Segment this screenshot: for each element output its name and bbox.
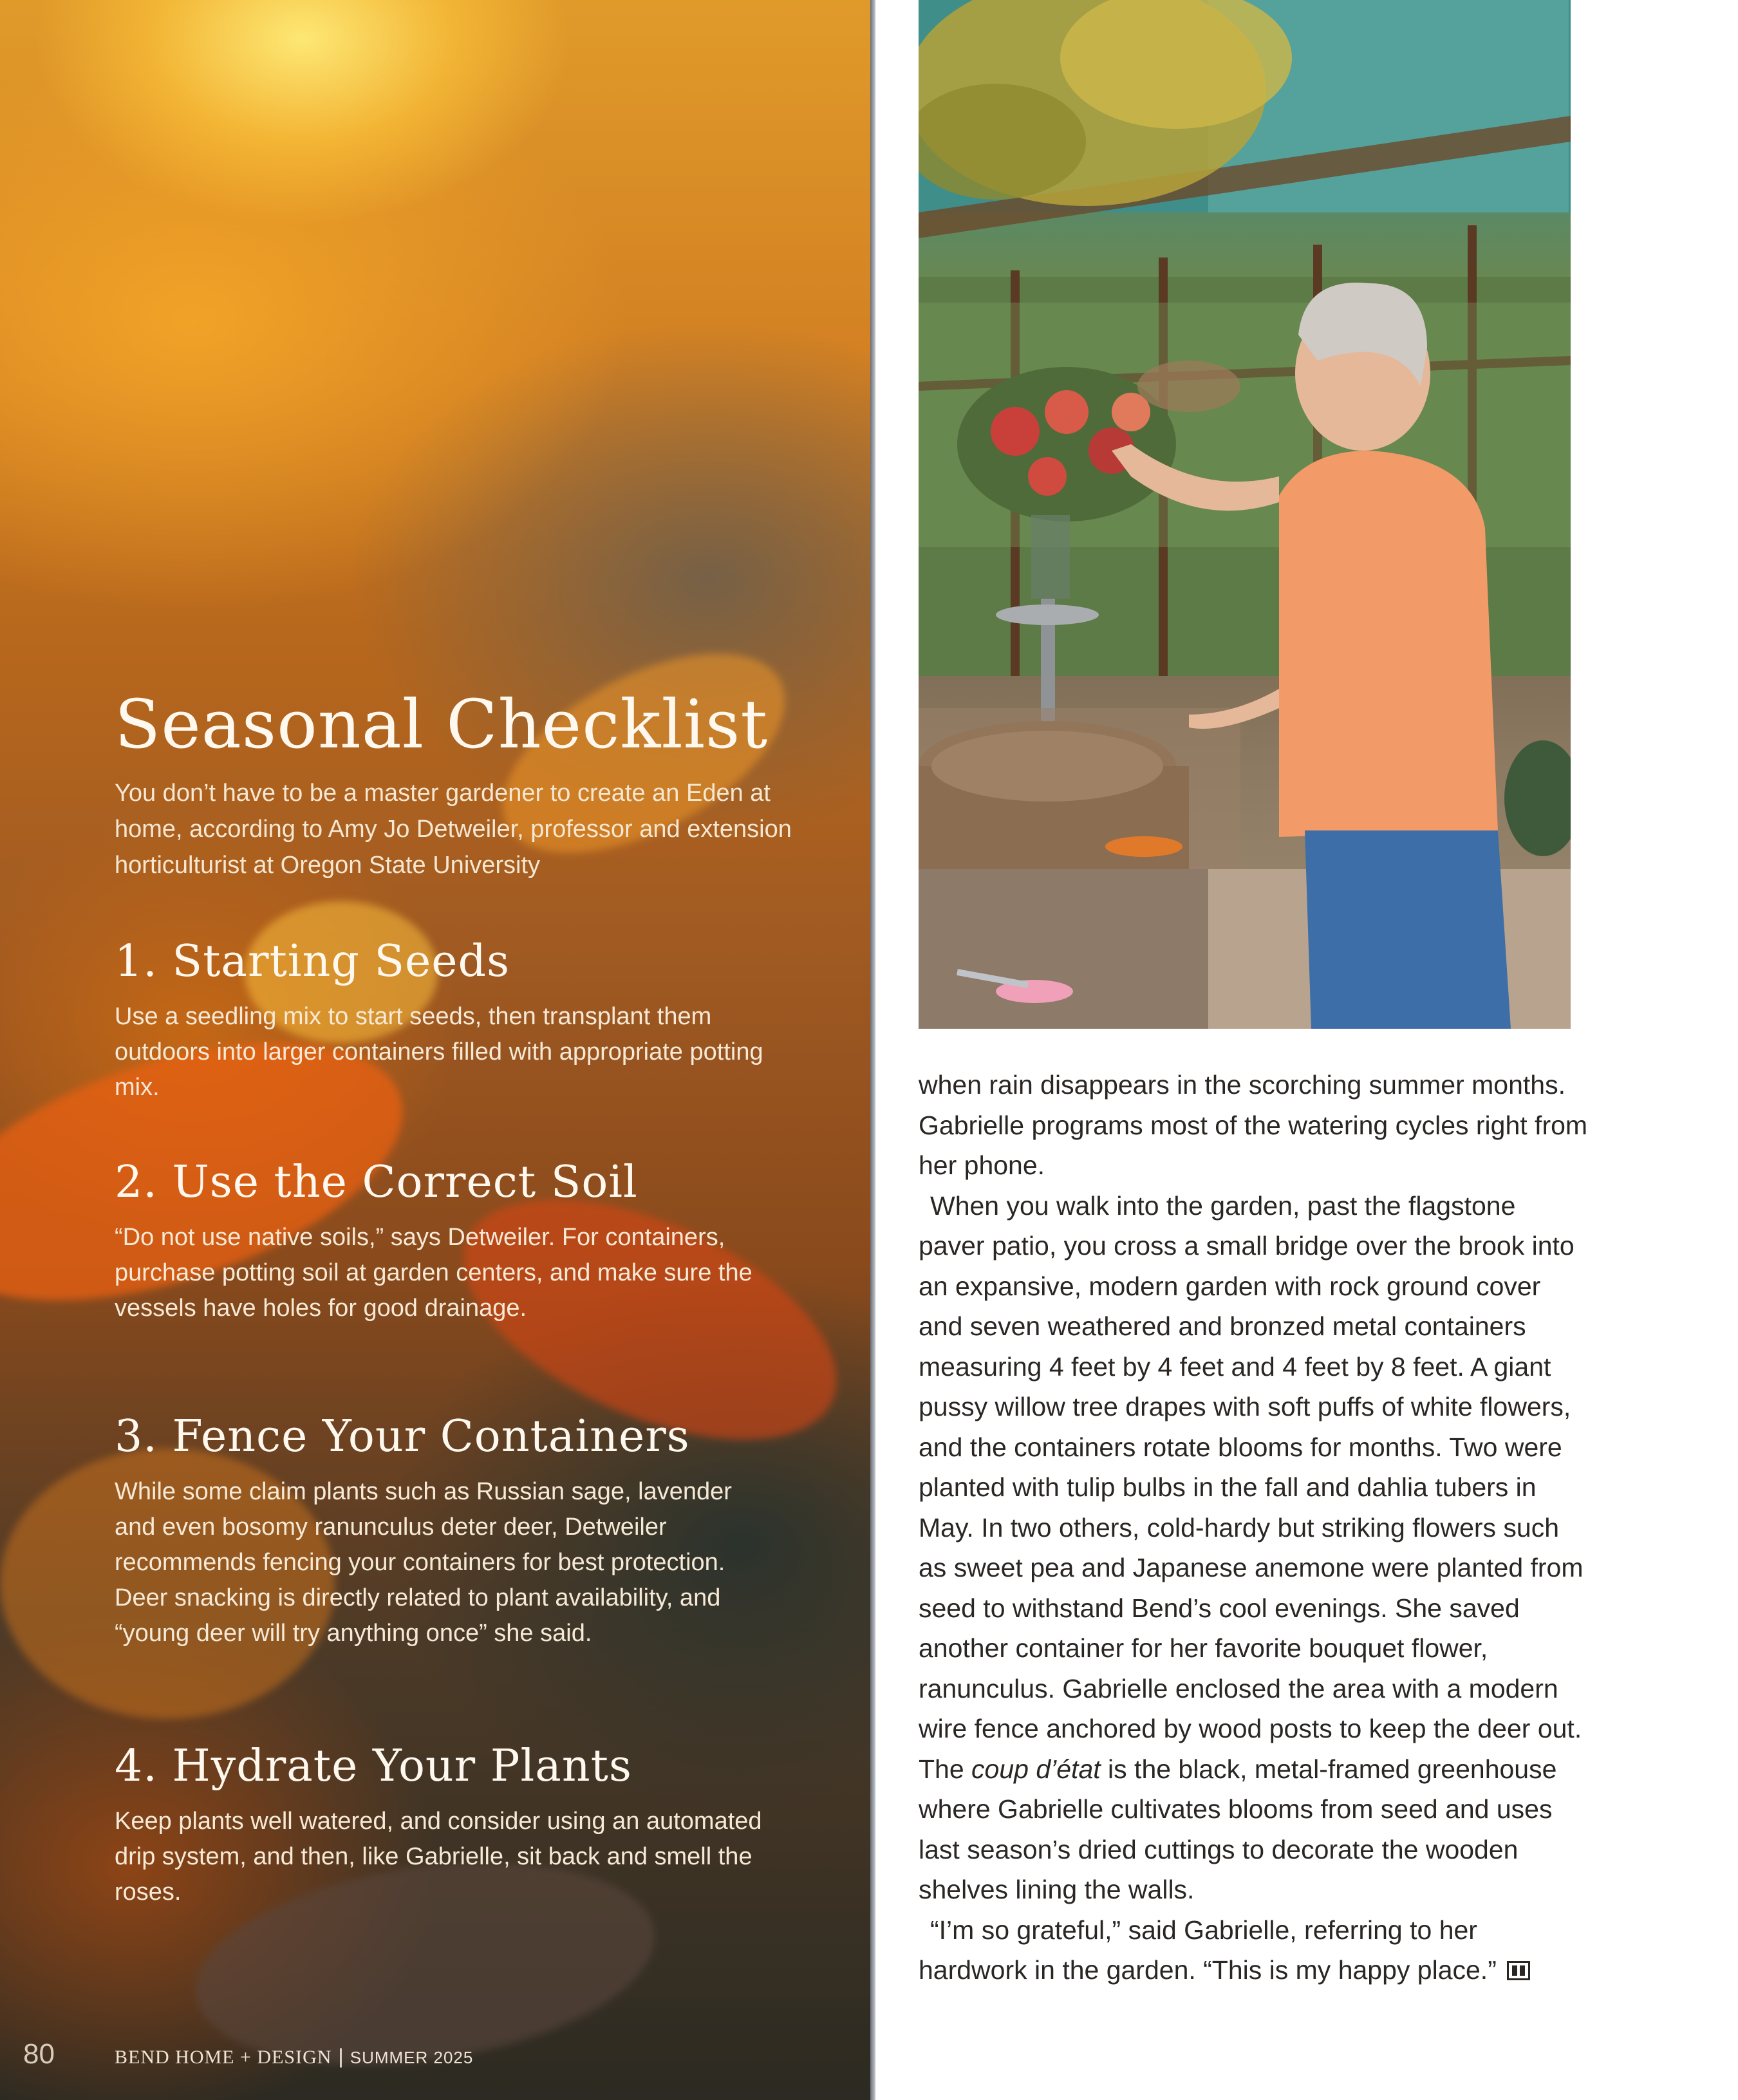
article-text: is the black, metal-framed greenhouse where Gabrielle cultivates blooms from seed and uses last season’s dried cuttings to decorate the wooden shelves lining the walls. <box>919 1754 1557 1904</box>
greenhouse-illustration <box>919 0 1571 1029</box>
page-number: 80 <box>23 2038 55 2070</box>
article-text: When you walk into the garden, past the flagstone paver patio, you cross a small bridge over the brook into an expansive, modern garden with rock ground cover and seven weathered and bronzed metal containers measuring 4 feet by 4 feet and 4 feet by 8 feet. A giant pussy willow tree drapes with soft puffs of white flowers, and the containers rotate blooms for months. Two were planted with tulip bulbs in the fall and dahlia tubers in May. In two others, cold-hardy but striking flowers such as sweet pea and Japanese anemone were planted from seed to withstand Bend’s cool evenings. She saved another container for her favorite bouquet flower, ranunculus. Gabrielle enclosed the area with a modern wire fence anchored by wood posts to keep the deer out. The <box>919 1190 1584 1784</box>
magazine-issue: SUMMER 2025 <box>350 2048 474 2067</box>
page-footer <box>23 2038 473 2077</box>
seasonal-checklist <box>115 682 810 1906</box>
section-heading: 3. Fence Your Containers <box>115 1411 690 1462</box>
checklist-title: Seasonal Checklist <box>115 685 769 764</box>
section-heading: 2. Use the Correct Soil <box>115 1157 638 1208</box>
section-body: Keep plants well watered, and consider using an automated drip system, and then, like Gabrielle, sit back and smell the roses. <box>115 1808 762 1906</box>
article-italic-text: coup d’état <box>971 1754 1101 1784</box>
work-table <box>919 869 1208 1029</box>
section-body: “Do not use native soils,” says Detweiler. For containers, purchase potting soil at garden centers, and make sure the vessels have holes for good drainage. <box>115 1224 752 1322</box>
page-gutter <box>870 0 875 2100</box>
article-paragraph <box>919 1910 1588 1991</box>
greenhouse-photo <box>919 0 1571 1029</box>
footer-separator: | <box>338 2045 344 2068</box>
article-body <box>919 1065 1588 1991</box>
section-body: While some claim plants such as Russian sage, lavender and even bosomy ranunculus deter deer, Detweiler recommends fencing your containers for best protection. Deer snacking is directly related to plant availability, and “young deer will try anything once” she said. <box>115 1478 732 1647</box>
article-paragraph: when rain disappears in the scorching summer months. Gabrielle programs most of the watering cycles right from her phone. <box>919 1070 1588 1180</box>
article-text: “I’m so grateful,” said Gabrielle, referring to her hardwork in the garden. “This is my happy place.” <box>919 1915 1497 1985</box>
article-paragraph <box>919 1186 1588 1910</box>
section-body: Use a seedling mix to start seeds, then transplant them outdoors into larger containers filled with appropriate potting mix. <box>115 1003 763 1101</box>
checklist-section <box>115 1739 771 1910</box>
checklist-section <box>115 1156 771 1326</box>
checklist-intro: You don’t have to be a master gardener to create an Eden at home, according to Amy Jo Detweiler, professor and extension horticulturist at Oregon State University <box>115 780 792 879</box>
section-heading: 1. Starting Seeds <box>115 936 510 987</box>
checklist-section <box>115 1410 771 1651</box>
bh-logo-end-mark-icon <box>1507 1961 1530 1980</box>
section-heading: 4. Hydrate Your Plants <box>115 1741 632 1792</box>
magazine-brand: BEND HOME + DESIGN <box>115 2047 332 2068</box>
checklist-section <box>115 935 771 1105</box>
